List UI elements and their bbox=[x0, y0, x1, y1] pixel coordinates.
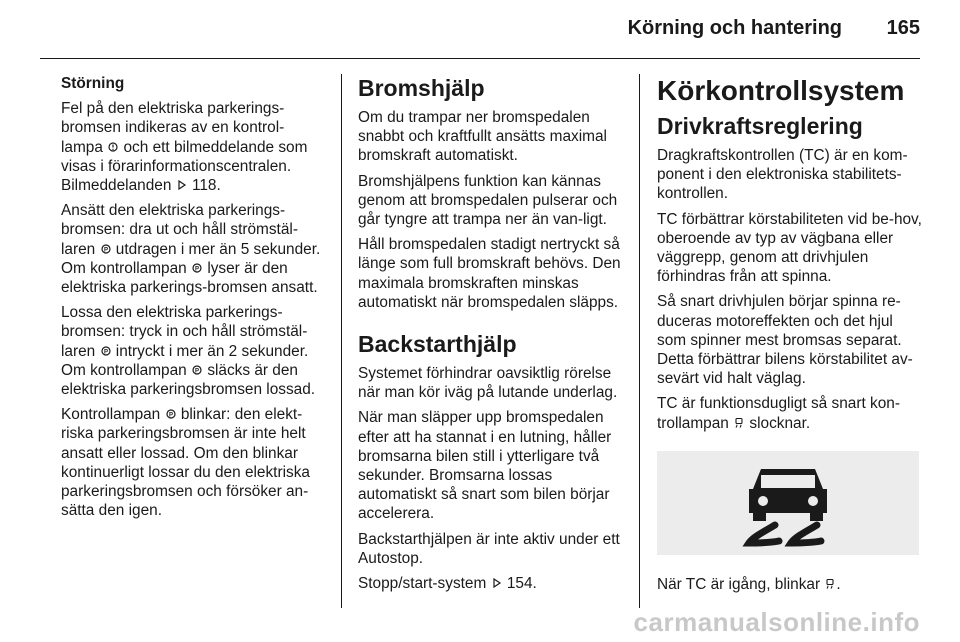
column-3 bbox=[657, 74, 922, 600]
parking-brake-warning-icon bbox=[107, 141, 119, 153]
page-header bbox=[0, 0, 960, 60]
text: blinkar: den elekt-riska parkeringsbromsen är inte helt ansatt eller lossad. Om den blinkar kontinuerligt lossar du den elektriska parkeringsbromsen och försöker an-sätta den igen. bbox=[61, 406, 310, 520]
text: Lossa den elektriska parkerings-bromsen: tryck in och håll strömstäl-laren bbox=[61, 304, 308, 360]
column-divider bbox=[341, 74, 342, 608]
parking-brake-icon bbox=[100, 243, 112, 255]
parking-brake-icon bbox=[165, 408, 177, 420]
page-number: 165 bbox=[886, 17, 920, 39]
paragraph bbox=[657, 394, 922, 432]
svg-text:P: P bbox=[168, 412, 173, 419]
svg-text:P: P bbox=[103, 246, 108, 253]
page-reference[interactable]: 118. bbox=[191, 177, 221, 195]
traction-control-icon bbox=[733, 417, 745, 429]
text: och ett bilmeddelande som visas i förarinformationscentralen. Bilmeddelanden bbox=[61, 138, 308, 195]
text: lyser är den elektriska parkerings-bromsen ansatt. bbox=[61, 259, 318, 297]
chapter-title: Körning och hantering bbox=[627, 17, 842, 39]
page-reference[interactable]: 154. bbox=[506, 575, 537, 593]
paragraph: Om du trampar ner bromspedalen snabbt och kraftfullt ansätts maximal bromskraft automatiskt. bbox=[358, 109, 607, 165]
header-divider bbox=[40, 58, 920, 59]
paragraph: Backstarthjälpen är inte aktiv under ett Autostop. bbox=[358, 530, 620, 567]
text: Ansätt den elektriska parkerings-bromsen: dra ut och håll strömstäl-laren bbox=[61, 202, 298, 258]
traction-control-illustration bbox=[657, 451, 919, 555]
paragraph bbox=[61, 201, 326, 297]
paragraph bbox=[657, 575, 922, 594]
text: Kontrollampan bbox=[61, 406, 161, 424]
paragraph: När man släpper upp bromspedalen efter att ha stannat i en lutning, håller bromsarna bilen still i ytterligare två sekunder. Bromsarna lossas automatiskt så snart som bilen börjar accelerera. bbox=[358, 409, 612, 523]
paragraph: Dragkraftskontrollen (TC) är en kom-ponent i den elektroniska stabilitets-kontrollen. bbox=[657, 147, 908, 203]
column-1 bbox=[61, 74, 326, 526]
svg-text:P: P bbox=[195, 266, 200, 273]
paragraph bbox=[358, 574, 623, 593]
paragraph bbox=[61, 303, 326, 399]
parking-brake-icon bbox=[191, 262, 203, 274]
traction-control-icon bbox=[657, 451, 919, 555]
paragraph bbox=[61, 405, 326, 520]
text: utdragen i mer än 5 sekunder. Om kontrollampan bbox=[61, 240, 321, 277]
heading-traction-control: Drivkraftsreglering bbox=[657, 113, 863, 139]
watermark: carmanualsonline.info bbox=[633, 607, 920, 637]
reference-arrow-icon[interactable] bbox=[491, 577, 503, 589]
heading-hill-start-assist: Backstarthjälp bbox=[358, 331, 517, 358]
text: När TC är igång, blinkar bbox=[657, 575, 821, 593]
text: Stopp/start-system bbox=[358, 575, 487, 593]
paragraph bbox=[61, 99, 326, 195]
heading-brake-assist: Bromshjälp bbox=[358, 75, 485, 101]
text: slocknar. bbox=[749, 414, 811, 432]
subheading-fault: Störning bbox=[61, 75, 125, 92]
text: Fel på den elektriska parkerings-bromsen indikeras av en kontrol-lampa bbox=[61, 100, 285, 156]
paragraph: Så snart drivhjulen börjar spinna re-duceras motoreffekten och det hjul som spinner mest bromsas separat. Detta förbättrar bilens körstabilitet av-sevärt vid halt väglag. bbox=[657, 293, 913, 388]
paragraph: Håll bromspedalen stadigt nertryckt så länge som full bromskraft behövs. Den maximala bromskraften minskas automatiskt när bromspedalen släpps. bbox=[358, 236, 621, 311]
traction-control-icon bbox=[824, 578, 836, 590]
svg-text:P: P bbox=[195, 368, 200, 375]
reference-arrow-icon[interactable] bbox=[176, 179, 188, 191]
svg-text:P: P bbox=[103, 348, 108, 355]
paragraph: Systemet förhindrar oavsiktlig rörelse när man kör iväg på lutande underlag. bbox=[358, 365, 618, 402]
paragraph: TC förbättrar körstabiliteten vid be-hov, oberoende av typ av vägbana eller väggrepp, genom att drivhjulen förhindras från att spinna. bbox=[657, 210, 922, 286]
parking-brake-icon bbox=[191, 364, 203, 376]
parking-brake-icon bbox=[100, 345, 112, 357]
paragraph: Bromshjälpens funktion kan kännas genom att bromspedalen pulserar och går tyngre att trampa ner än van-ligt. bbox=[358, 172, 618, 229]
text: TC är funktionsdugligt så snart kon-trollampan bbox=[657, 395, 900, 432]
heading-driving-control: Körkontrollsystem bbox=[657, 75, 905, 106]
text: intryckt i mer än 2 sekunder. Om kontrollampan bbox=[61, 342, 309, 379]
text: släcks är den elektriska parkeringsbromsen lossad. bbox=[61, 361, 316, 399]
column-divider bbox=[639, 74, 640, 608]
text: . bbox=[836, 575, 841, 593]
column-2 bbox=[358, 74, 623, 599]
